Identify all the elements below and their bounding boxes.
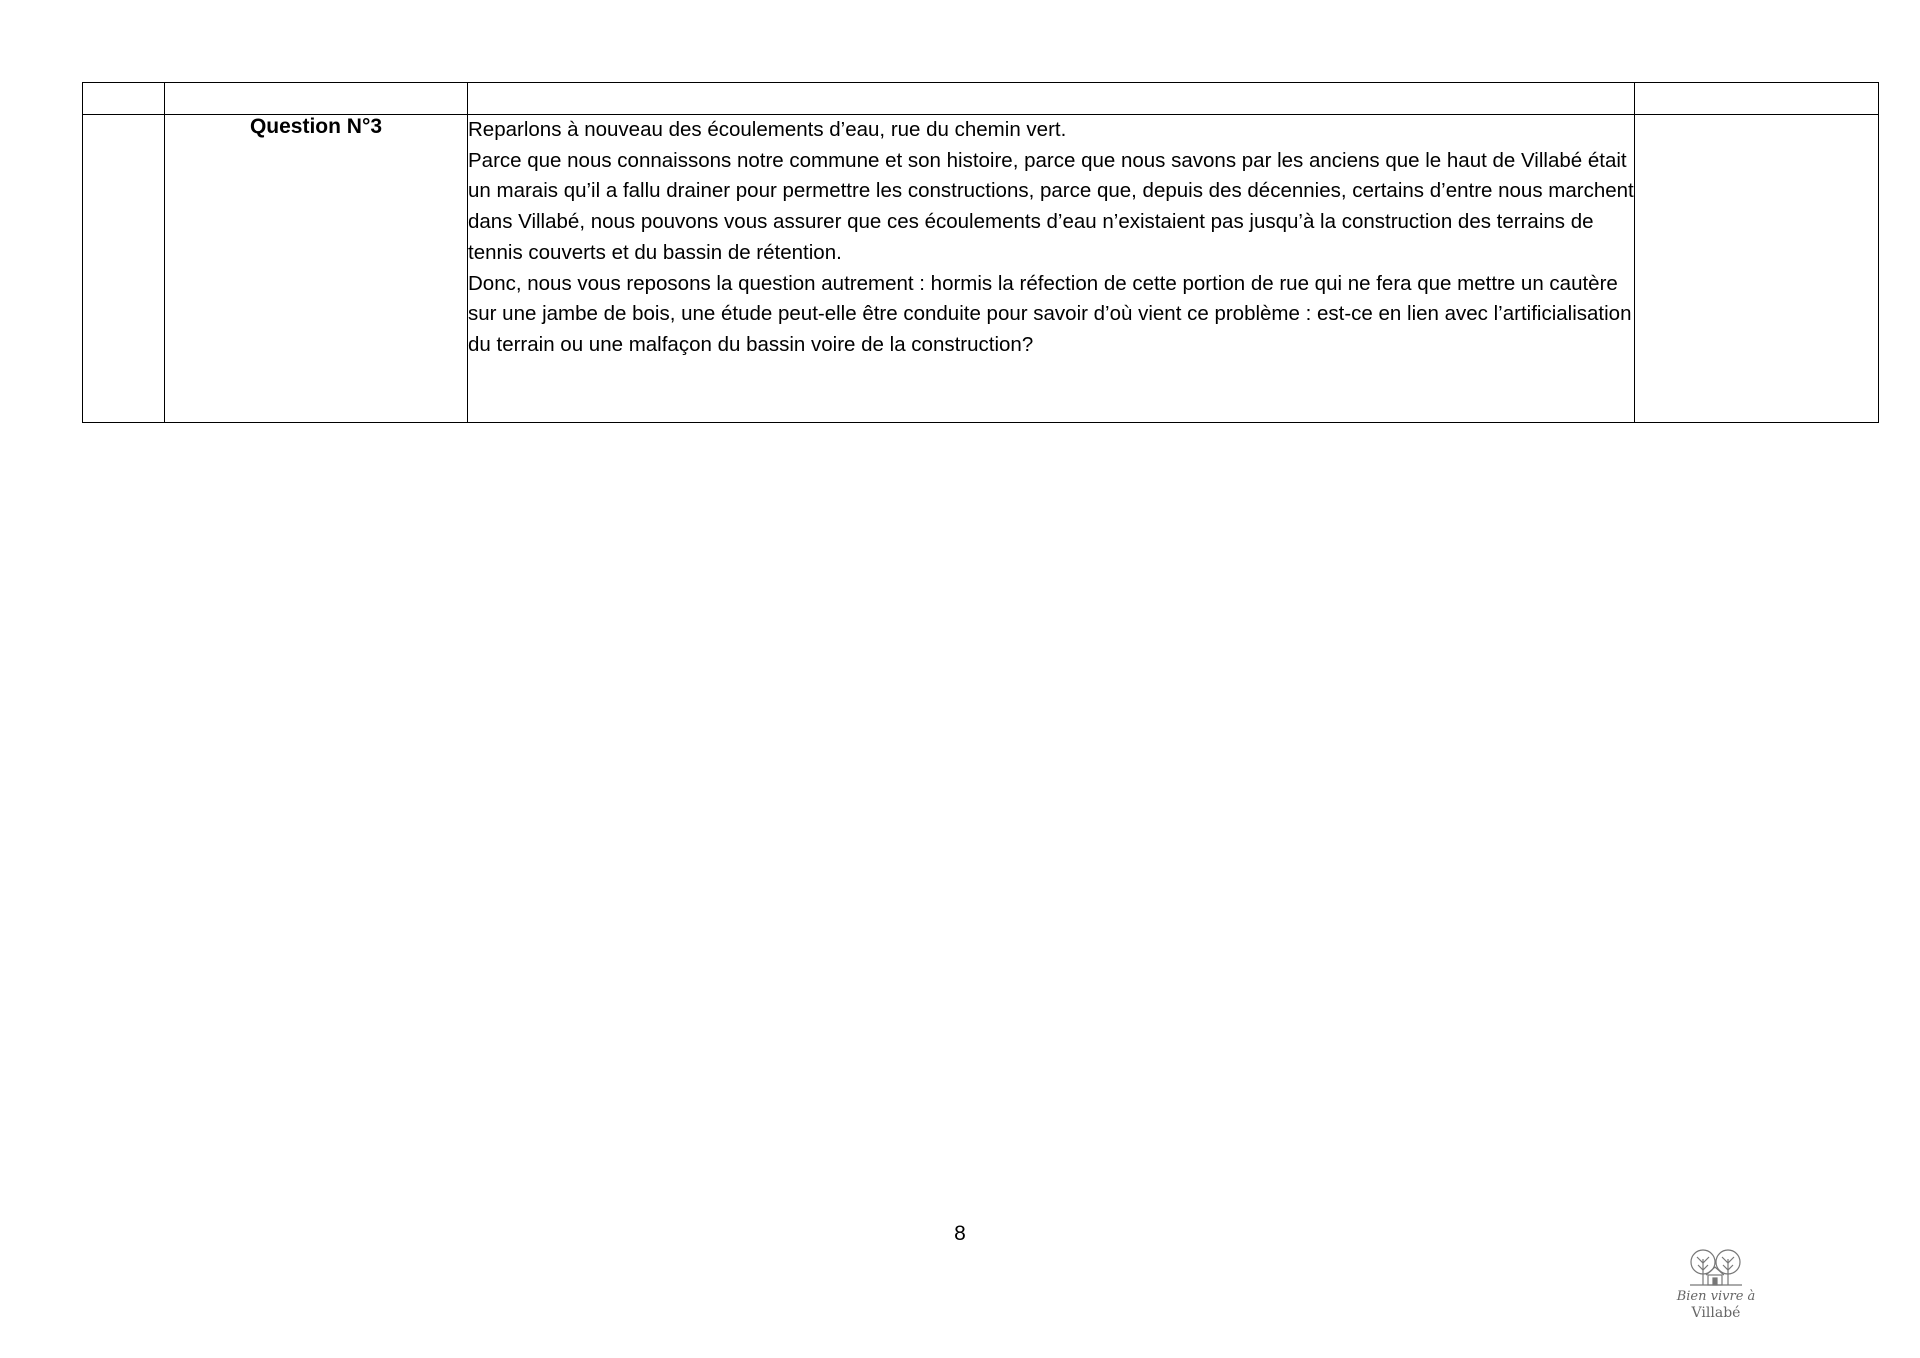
question-text: [468, 115, 1635, 423]
table-row: [83, 115, 1879, 423]
question-paragraph: Parce que nous connaissons notre commune et son histoire, parce que nous savons par les anciens que le haut de Villabé était un marais qu’il a fallu drainer pour permettre les constructions, parce que, depuis des décennies, certains d’entre nous marchent dans Villabé, nous pouvons vous assurer que ces écoulements d’eau n’existaient pas jusqu’à la construction des terrains de tennis couverts et du bassin de rétention.: [468, 148, 1634, 264]
table-cell: [1635, 115, 1879, 423]
logo-town: Villabé: [1691, 1305, 1741, 1321]
logo-tagline: Bien vivre à: [1676, 1289, 1756, 1304]
table-header-row: [83, 83, 1879, 115]
question-paragraph: Reparlons à nouveau des écoulements d’eau, rue du chemin vert.: [468, 118, 1067, 141]
table-cell: [165, 83, 468, 115]
question-paragraph: Donc, nous vous reposons la question autrement : hormis la réfection de cette portion de rue qui ne fera que mettre un cautère sur une jambe de bois, une étude peut-elle être conduite pour savoir d’où vient ce problème : est-ce en lien avec l’artificialisation du terrain ou une malfaçon du bassin voire de la construction?: [468, 271, 1632, 356]
question-table: [82, 82, 1879, 423]
table-cell: [83, 115, 165, 423]
tree-icon: [1716, 1250, 1740, 1285]
table-cell: [83, 83, 165, 115]
table-cell: [468, 83, 1635, 115]
page-number: 8: [954, 1222, 966, 1245]
question-label: Question N°3: [165, 115, 468, 423]
house-icon: [1706, 1267, 1724, 1285]
table-cell: [1635, 83, 1879, 115]
bien-vivre-a-villabe-logo: [1668, 1245, 1768, 1325]
tree-icon: [1691, 1250, 1715, 1285]
